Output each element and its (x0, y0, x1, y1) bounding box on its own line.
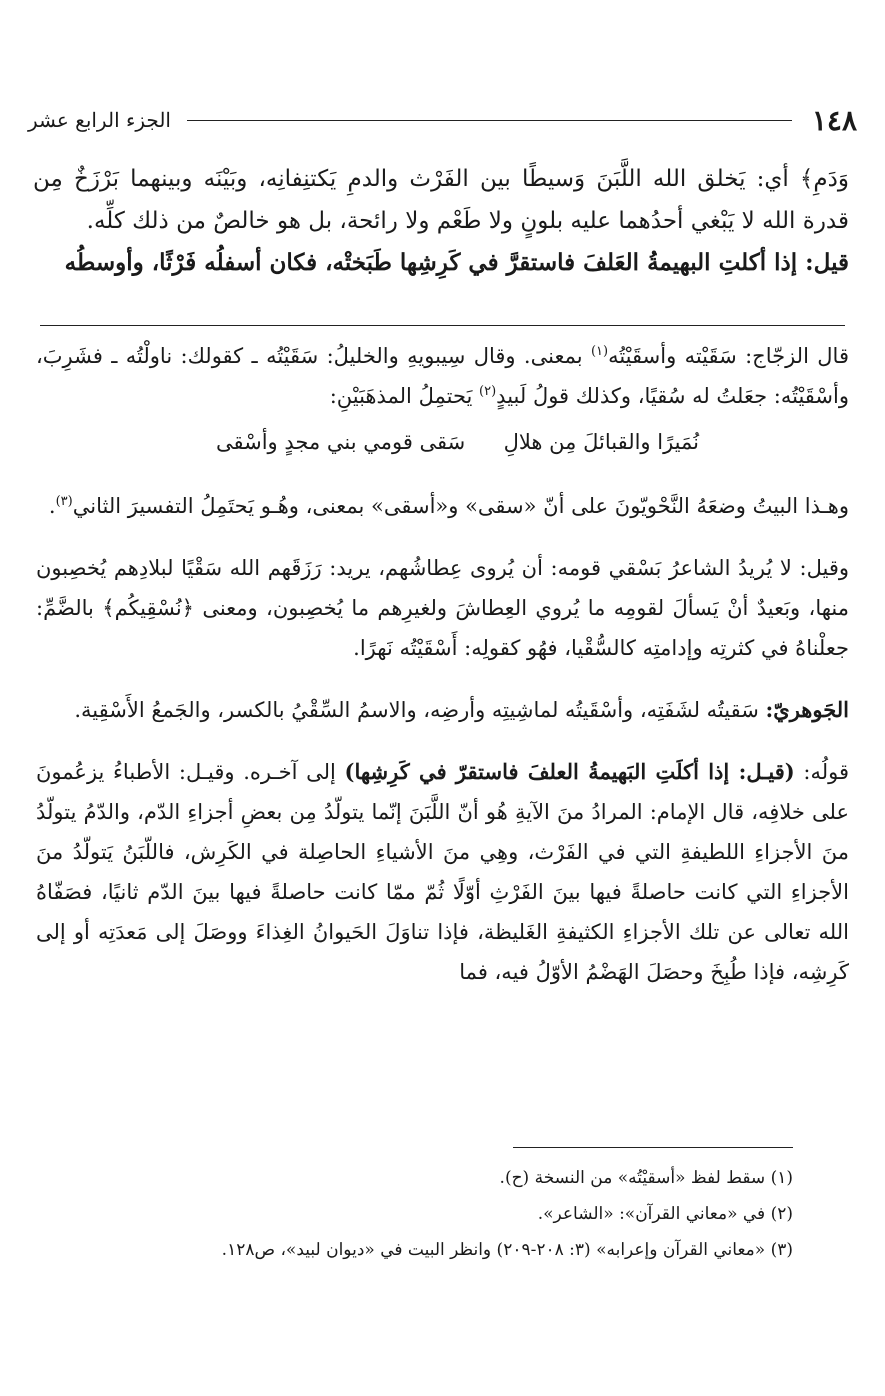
main-text (33, 158, 849, 284)
commentary-paragraph (36, 752, 849, 992)
commentary-text: قال الزجّاج: سَقَيْته وأسقَيْتُه (608, 344, 849, 368)
commentary-text: قولُه: (794, 760, 849, 784)
footnote: (٣) «معاني القرآن وإعرابه» (٣: ٢٠٨-٢٠٩) وانظر البيت في «ديوان لبيد»، ص١٢٨. (221, 1240, 793, 1260)
footnote: (٢) في «معاني القرآن»: «الشاعر». (537, 1204, 793, 1224)
footnote-ref: (٢) (479, 384, 497, 399)
footnotes (40, 1160, 793, 1268)
commentary-text: بمعنى. وقال سِيبويهِ والخليلُ: سَقَيْتُه ـ كقولك: ناولْتُه ـ فشَرِبَ، وأسْقَيْتُه: جعَلتُ له سُقيًا، وكذلك قولُ لَبيدٍ (36, 344, 849, 408)
commentary-text: يَحتمِلُ المذهَبَيْنِ: (329, 384, 480, 408)
commentary-paragraph: وقيل: لا يُريدُ الشاعرُ بَسْقي قومه: أن يُروى عِطاشُهم، يريد: رَزَقَهم الله سَقْيًا لبلادِهم يُخصِبون منها، وبَعيدٌ أنْ يَسألَ لقومِه ما يُروي العِطاشَ ولغيرِهم ما يُخصِبون، ومعنى ﴿نُسْقِيكُم﴾ بالضَّمِّ: جعلْناهُ في كثرتِه وإدامتِه كالسُّقْيا، فهُو كقولِه: أَسْقَيْتُه نَهرًا. (36, 556, 849, 660)
verse-first-hemistich: سَقى قومي بني مجدٍ وأسْقى (216, 430, 466, 454)
footnote-separator (513, 1147, 793, 1148)
footnote-ref: (٣) (55, 494, 73, 509)
verse-second-hemistich: نُمَيرًا والقبائلَ مِن هلالِ (503, 430, 699, 454)
main-paragraph: وَدَمِ﴾ أي: يَخلق الله اللَّبَنَ وَسيطًا بين الفَرْث والدمِ يَكتنِفانِه، وبَيْنَه وبينهما بَرْزَخٌ مِن قدرة الله لا يَبْغي أحدُهما عليه بلونٍ ولا طَعْم ولا رائحة، بل هو خالصٌ من ذلك كلِّه. (33, 166, 849, 234)
header-rule (187, 120, 792, 121)
page-number: ١٤٨ (811, 103, 857, 137)
poetry-verse (36, 422, 849, 462)
commentary-text: سَقيتُه لشَفَتِه، وأسْقَيتُه لماشِيتِه وأرضِه، والاسمُ السِّقْيُ بالكسر، والجَمعُ الأَسْقِية. (74, 698, 766, 722)
footnote: (١) سقط لفظ «أسقيْتُه» من النسخة (ح). (499, 1168, 793, 1188)
running-header (28, 100, 857, 140)
quoted-lemma: (قيـل: إذا أكلَتِ البَهيمةُ العلفَ فاستقرّ في كَرِشِها) (344, 759, 795, 784)
main-paragraph-lead: قيل: إذا أكلتِ البهيمةُ العَلفَ فاستقرَّ في كَرِشِها طَبَختْه، فكان أسفلُه فَرْثًا، وأوسطُه (64, 249, 849, 276)
commentary-text: إلى آخـره. وقيـل: الأطباءُ يزعُمونَ على خلافِه، قال الإمام: المرادُ منَ الآيةِ هُو أنّ اللَّبَنَ إنّما يتولّدُ مِن بعضِ أجزاءِ الدّم، والدّمُ يتولّدُ منَ الأجزاءِ اللطيفةِ التي في الفَرْث، وهِي منَ الأشياءِ الحاصِلة في الكَرِش، فاللّبَنُ يَتولّدُ منَ الأجزاءِ التي كانت حاصلةً فيها بينَ الفَرْثِ أوّلًا ثُمّ ممّا كانت حاصلةً فيها بينَ الدّم ثانيًا، فصَفّاهُ الله تعالى عن تلك الأجزاءِ الكثيفةِ الغَليظة، فإذا تناوَلَ الحَيوانُ الغِذاءَ ووصَلَ إلى مَعدَتِه أو إلى كَرِشِه، فإذا طُبِخَ وحصَلَ الهَضْمُ الأوّلُ فيه، فما (36, 760, 849, 984)
volume-title: الجزء الرابع عشر (28, 108, 171, 132)
commentary-text: وهـذا البيتُ وضعَهُ النَّحْويّونَ على أنّ «سقى» و«أسقى» بمعنى، وهُـو يَحتَمِلُ التفسيرَ الثاني (72, 494, 849, 518)
commentary-paragraph (36, 690, 849, 730)
source-name: الجَوهريّ: (765, 697, 849, 722)
footnote-ref: (١) (590, 344, 609, 359)
commentary-paragraph (36, 336, 849, 416)
commentary (36, 336, 849, 1014)
commentary-paragraph: وهـذا البيتُ وضعَهُ النَّحْويّونَ على أنّ «سقى» و«أسقى» بمعنى، وهُـو يَحتَمِلُ التفسيرَ الثاني$^{(٣)}$. (48, 494, 849, 518)
commentary-separator (40, 325, 845, 326)
